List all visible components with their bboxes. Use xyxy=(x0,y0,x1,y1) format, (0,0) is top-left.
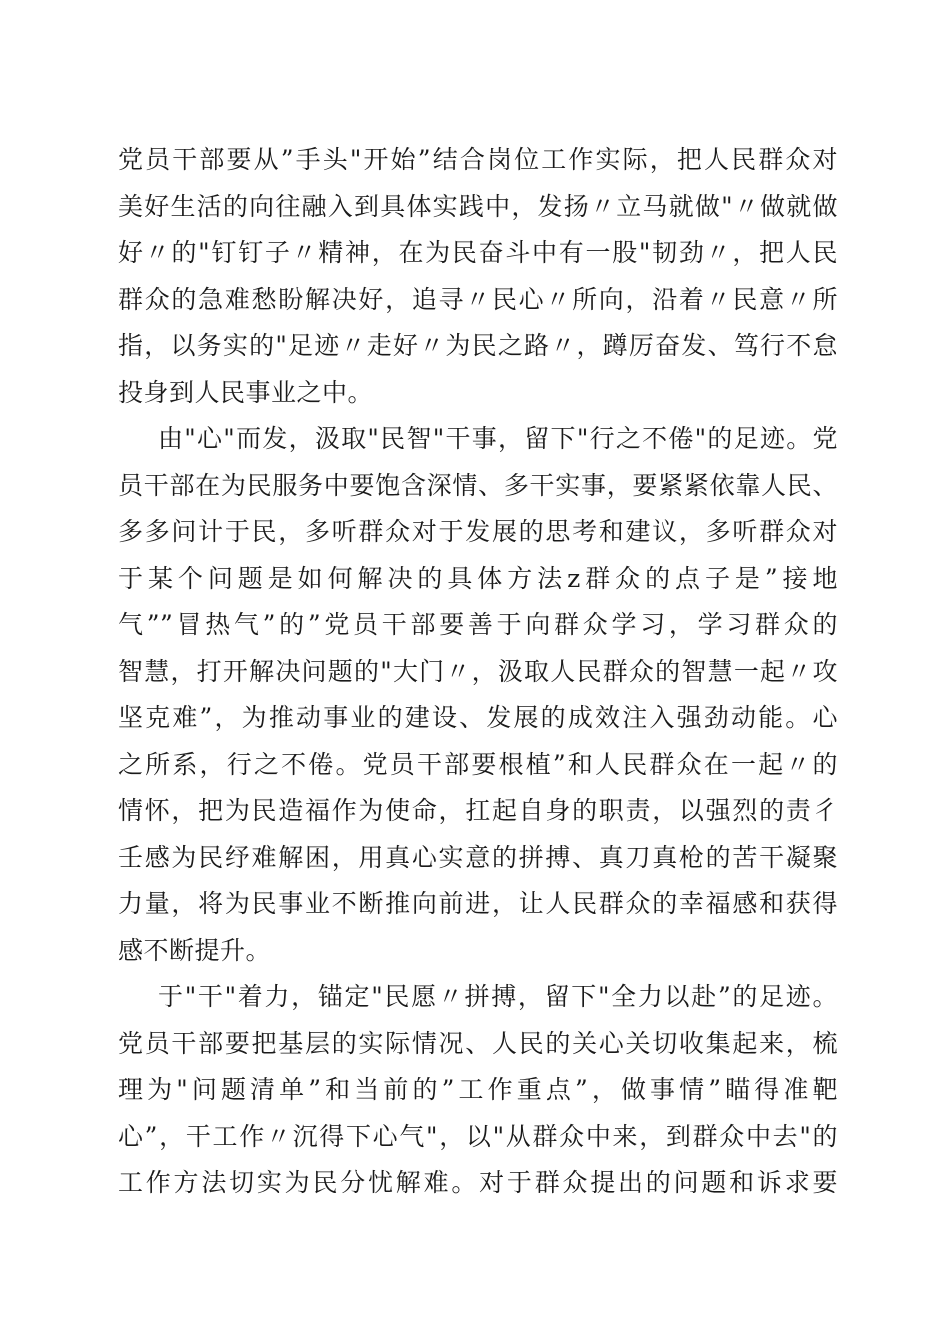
paragraph-1-line-5: 指，以务实的"足迹〃走好〃为民之路〃，蹲厉奋发、笃行不怠 xyxy=(118,331,838,360)
paragraph-2-line-7: 坚克难”，为推动事业的建设、发展的成效注入强劲动能。心 xyxy=(118,703,838,732)
paragraph-2-line-1: 由"心"而发，汲取"民智"干事，留下"行之不倦"的足迹。党 xyxy=(158,424,838,453)
paragraph-1-line-2: 美好生活的向往融入到具体实践中，发扬〃立马就做"〃做就做 xyxy=(118,191,838,221)
paragraph-3-line-1: 于"干"着力，锚定"民愿〃拼搏，留下"全力以赴”的足迹。 xyxy=(158,982,838,1011)
paragraph-1-line-1: 党员干部要从”手头"开始”结合岗位工作实际，把人民群众对 xyxy=(118,145,838,174)
paragraph-2-line-10: 壬感为民纾难解困，用真心实意的拼搏、真刀真枪的苦干凝聚 xyxy=(118,842,838,872)
paragraph-1-line-6: 投身到人民事业之中。 xyxy=(118,377,374,407)
paragraph-3-line-5: 工作方法切实为民分忧解难。对于群众提出的问题和诉求要 xyxy=(118,1168,838,1197)
paragraph-3-line-4: 心”，干工作〃沉得下心气"，以"从群众中来，到群众中去"的 xyxy=(118,1121,838,1151)
paragraph-1-line-3: 好〃的"钉钉子〃精神，在为民奋斗中有一股"韧劲〃，把人民 xyxy=(118,238,838,267)
paragraph-2-line-3: 多多问计于民，多听群众对于发展的思考和建议，多听群众对 xyxy=(118,517,838,546)
paragraph-2-line-8: 之所系，行之不倦。党员干部要根植”和人民群众在一起〃的 xyxy=(118,749,838,779)
paragraph-3-line-2: 党员干部要把基层的实际情况、人民的关心关切收集起来，梳 xyxy=(118,1028,838,1058)
paragraph-2-line-12: 感不断提升。 xyxy=(118,935,272,965)
paragraph-2-line-11: 力量，将为民事业不断推向前进，让人民群众的幸福感和获得 xyxy=(118,889,838,918)
paragraph-2-line-9: 情怀，把为民造福作为使命，扛起自身的职责，以强烈的责彳 xyxy=(118,796,838,825)
document-body xyxy=(118,137,838,1207)
paragraph-2-line-4: 于某个问题是如何解决的具体方法z群众的点子是”接地 xyxy=(118,563,838,593)
paragraph-2-line-6: 智慧，打开解决问题的"大门〃，汲取人民群众的智慧一起〃攻 xyxy=(118,656,838,686)
paragraph-3-line-3: 理为"问题清单”和当前的”工作重点”，做事情”瞄得准靶 xyxy=(118,1075,838,1104)
paragraph-1-line-4: 群众的急难愁盼解决好，追寻〃民心〃所向，沿着〃民意〃所 xyxy=(118,284,838,314)
paragraph-2-line-5: 气””冒热气”的”党员干部要善于向群众学习，学习群众的 xyxy=(118,610,838,639)
paragraph-2-line-2: 员干部在为民服务中要饱含深情、多干实事，要紧紧依靠人民、 xyxy=(118,470,838,500)
